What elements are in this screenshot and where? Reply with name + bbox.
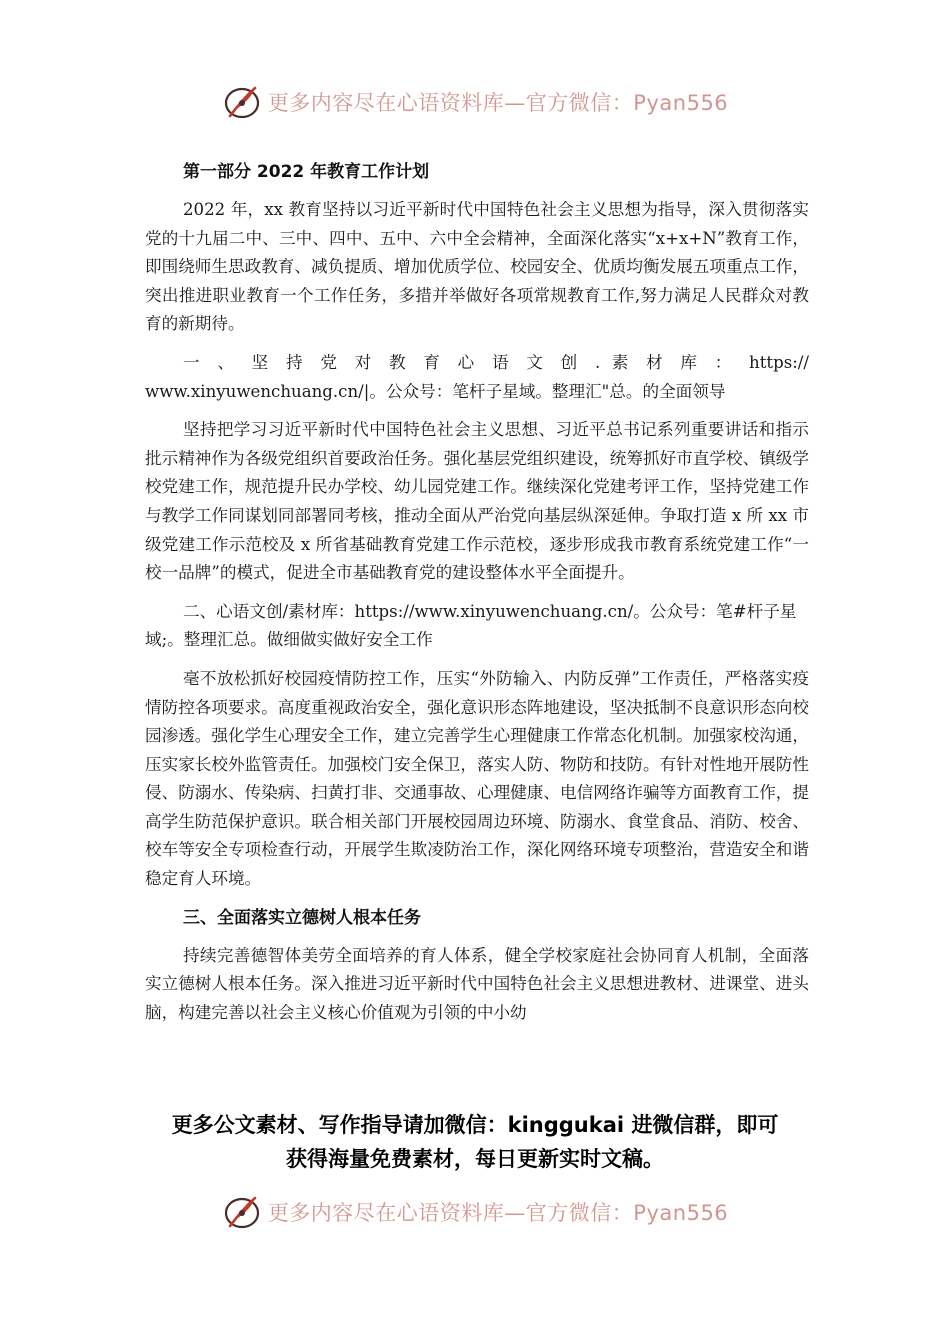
section2-heading: 二、心语文创/素材库：https://www.xinyuwenchuang.cn/。公众号：笔#杆子星域;。整理汇总。做细做实做好安全工作 [145,601,797,650]
section1-paragraph: 坚持把学习习近平新时代中国特色社会主义思想、习近平总书记系列重要讲话和指示批示精神作为各级党组织首要政治任务。强化基层党组织建设，统筹抓好市直学校、镇级学校党建工作，规范提升民办学校、幼儿园党建工作。继续深化党建考评工作，坚持党建工作与教学工作同谋划同部署同考核，推动全面从严治党向基层纵深延伸。争取打造 x 所 xx 市级党建工作示范校及 x 所省基础教育党建工作示范校，逐步形成我市教育系统党建工作“一校一品牌”的模式，促进全市基础教育党的建设整体水平全面提升。 [145,420,809,583]
promo-notice-line1: 更多公文素材、写作指导请加微信：kinggukai 进微信群，即可 [171,1113,779,1137]
document-title: 第一部分 2022 年教育工作计划 [183,162,430,182]
footer-banner [0,1190,950,1234]
section3-paragraph: 持续完善德智体美劳全面培养的育人体系，健全学校家庭社会协同育人机制，全面落实立德树人根本任务。深入推进习近平新时代中国特色社会主义思想进教材、进课堂、进头脑，构建完善以社会主义核心价值观为引领的中小幼 [145,945,809,1022]
section3-heading: 三、全面落实立德树人根本任务 [183,907,421,928]
section1-heading [145,349,809,406]
section1-heading-line1: 一 、 坚 持 党 对 教 育 心 语 文 创 . 素 材 库 ： https:// [183,352,809,372]
intro-paragraph: 2022 年，xx 教育坚持以习近平新时代中国特色社会主义思想为指导，深入贯彻落实党的十九届二中、三中、四中、五中、六中全会精神，全面深化落实“x+x+N”教育工作，即围绕师生思政教育、减负提质、增加优质学位、校园安全、优质均衡发展五项重点工作，突出推进职业教育一个工作任务，多措并举做好各项常规教育工作,努力满足人民群众对教育的新期待。 [145,200,809,334]
promo-notice [0,1108,950,1176]
header-banner [0,80,950,124]
feather-pen-logo-icon [222,1192,262,1232]
header-banner-text: 更多内容尽在心语资料库—官方微信：Pyan556 [267,91,729,115]
section2-paragraph: 毫不放松抓好校园疫情防控工作，压实“外防输入、内防反弹”工作责任，严格落实疫情防控各项要求。高度重视政治安全，强化意识形态阵地建设，坚决抵制不良意识形态向校园渗透。强化学生心理安全工作，建立完善学生心理健康工作常态化机制。加强家校沟通，压实家长校外监管责任。加强校门安全保卫，落实人防、物防和技防。有针对性地开展防性侵、防溺水、传染病、扫黄打非、交通事故、心理健康、电信网络诈骗等方面教育工作，提高学生防范保护意识。联合相关部门开展校园周边环境、防溺水、食堂食品、消防、校舍、校车等安全专项检查行动，开展学生欺凌防治工作，深化网络环境专项整治，营造安全和谐稳定育人环境。 [145,668,809,889]
promo-notice-line2: 获得海量免费素材，每日更新实时文稿。 [286,1147,664,1171]
footer-banner-text: 更多内容尽在心语资料库—官方微信：Pyan556 [267,1201,729,1225]
section1-heading-line2: www.xinyuwenchuang.cn/|。公众号：笔杆子星域。整理汇"总。的全面领导 [145,381,726,401]
document-body [145,158,809,1037]
feather-pen-logo-icon [222,82,262,122]
